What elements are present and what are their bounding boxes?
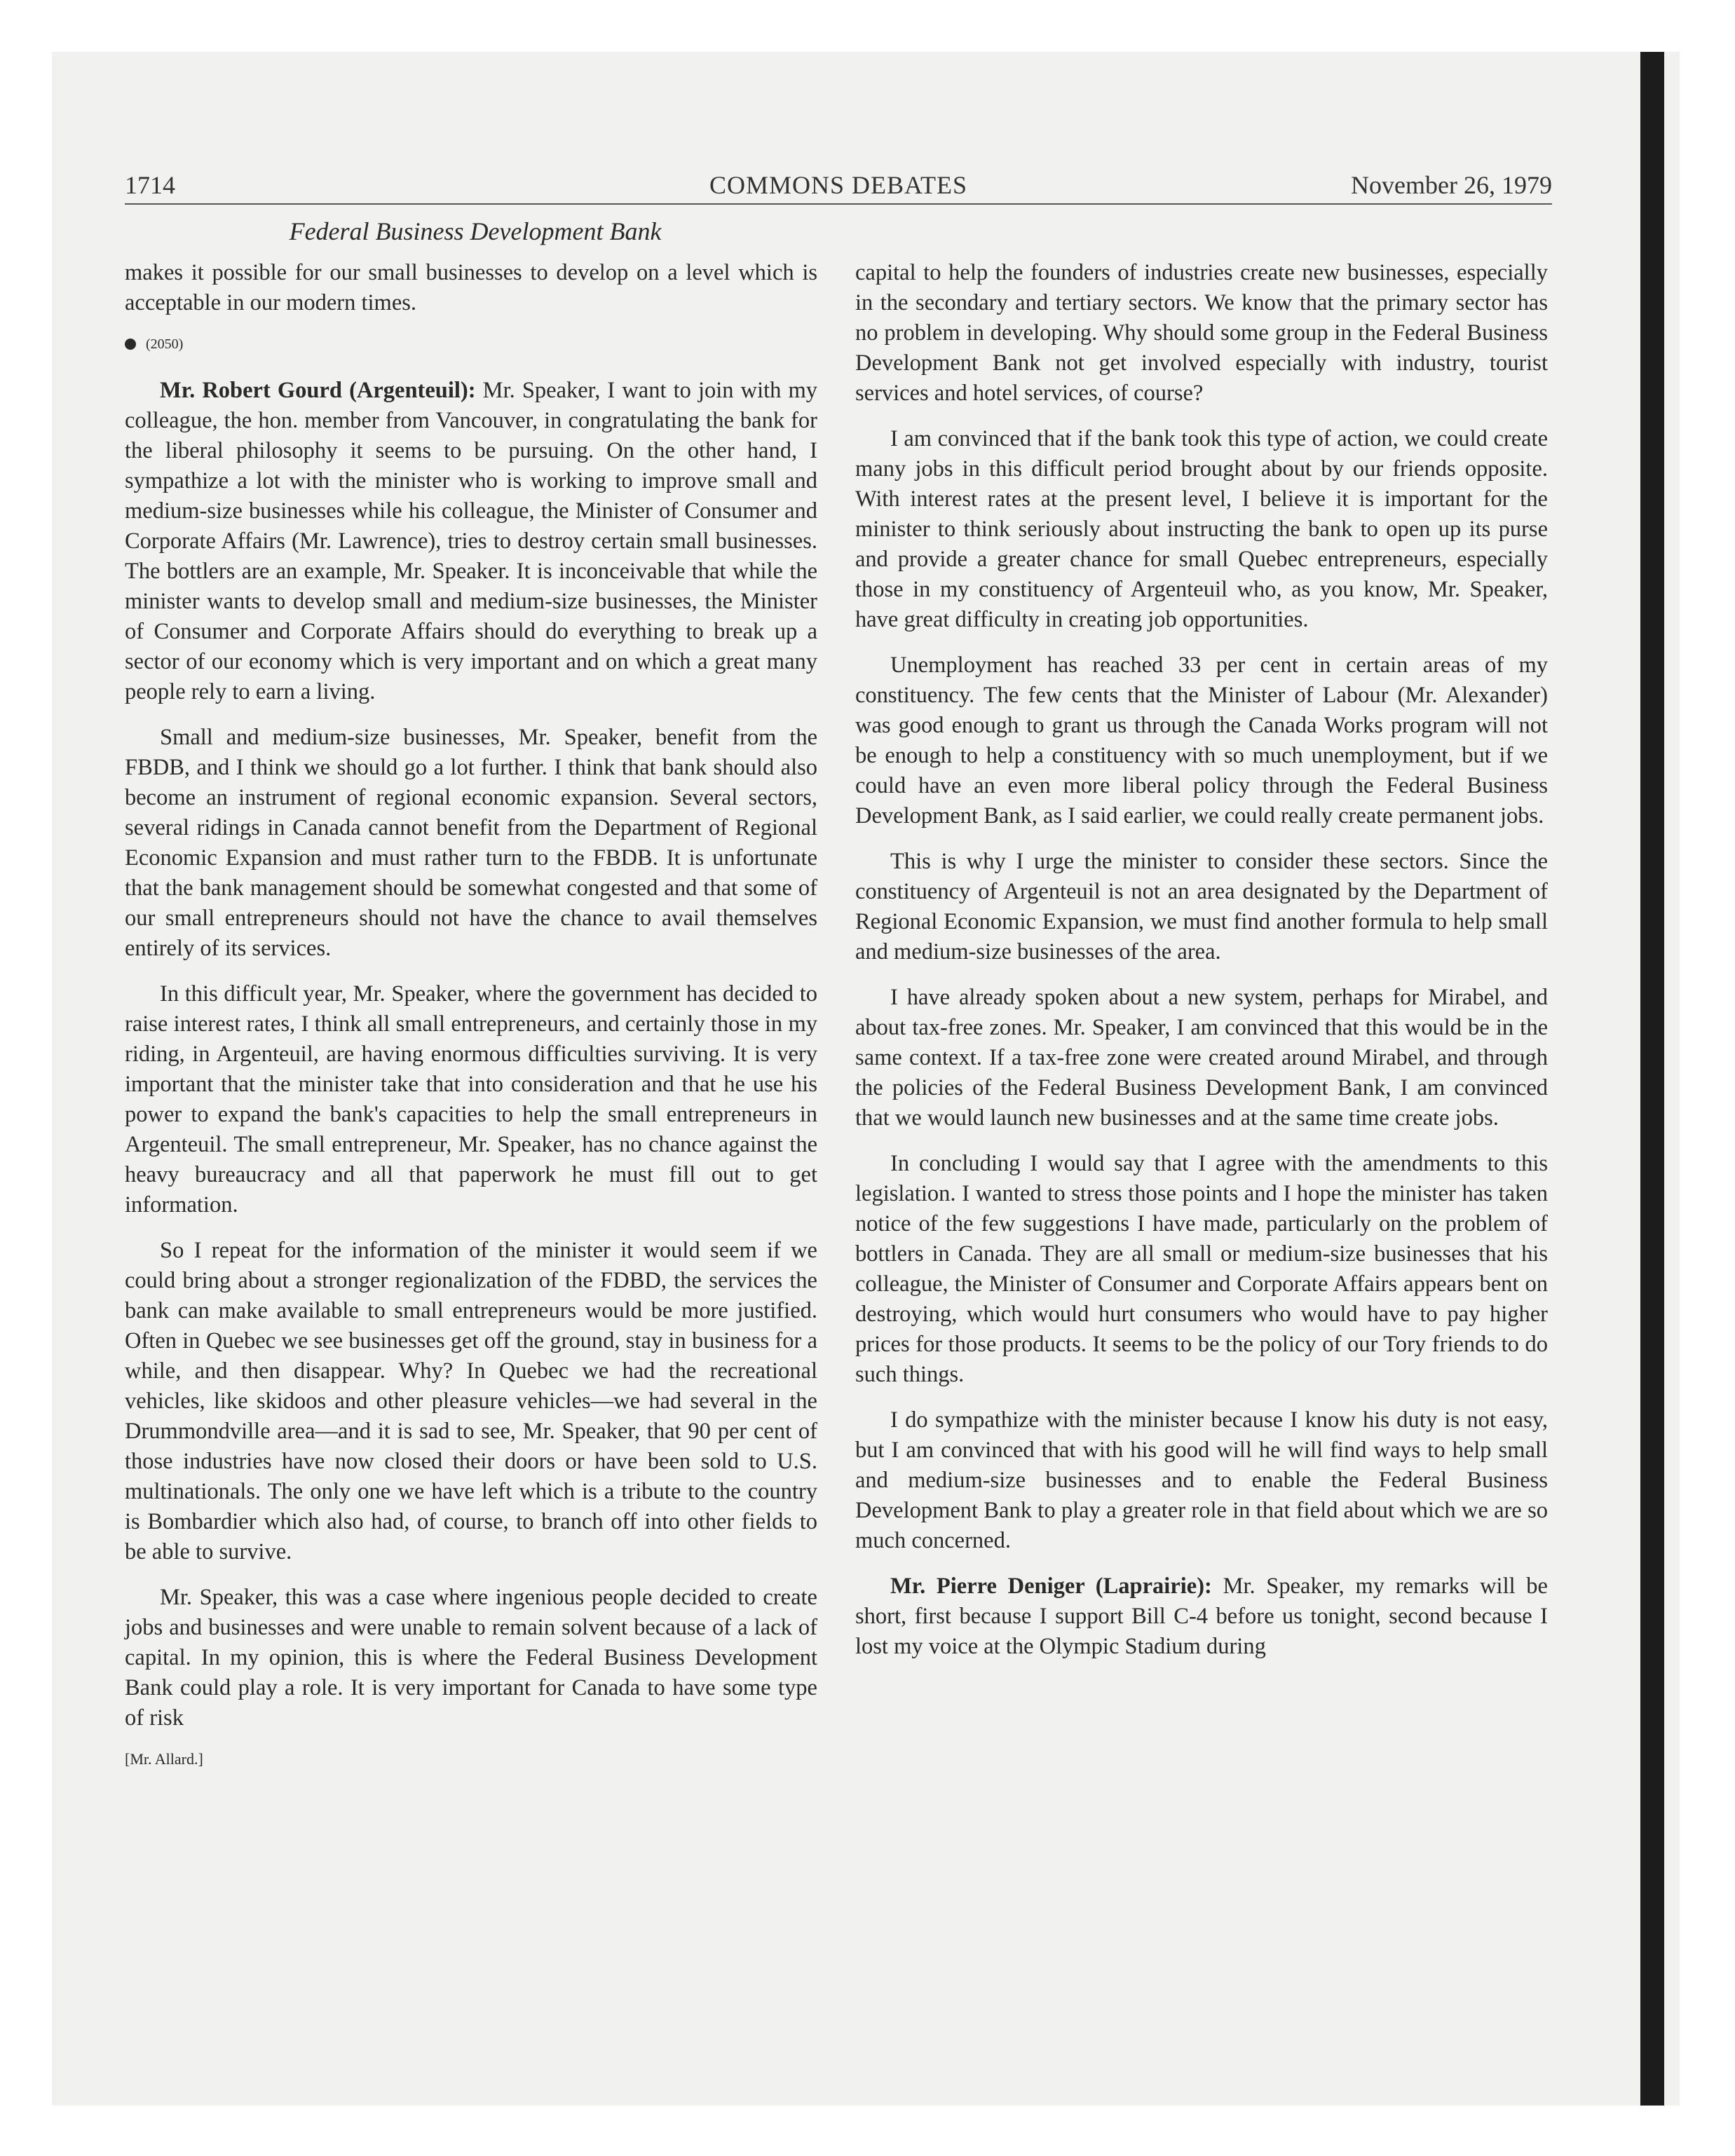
speech-paragraph bbox=[855, 1571, 1548, 1662]
paragraph: Mr. Speaker, this was a case where ingenious people decided to create jobs and businesses and were unable to remain solvent because of a lack of capital. In my opinion, this is where the Federal Business Development Bank could play a role. It is very important for Canada to have some type of risk bbox=[125, 1585, 817, 1731]
section-subtitle: Federal Business Development Bank bbox=[289, 217, 662, 245]
paragraph: This is why I urge the minister to consider these sectors. Since the constituency of Argenteuil is not an area designated by the Department of Regional Economic Expansion, we must find another formula to help small and medium-size businesses of the area. bbox=[855, 849, 1548, 964]
paragraph: I have already spoken about a new system, perhaps for Mirabel, and about tax-free zones. Mr. Speaker, I am convinced that this would be in the same context. If a tax-free zone were created around Mirabel, and through the policies of the Federal Business Development Bank, I am convinced that we would launch new businesses and at the same time create jobs. bbox=[855, 985, 1548, 1131]
speech-text: Mr. Speaker, my remarks will be short, first because I support Bill C-4 before us tonight, second because I lost my voice at the Olympic Stadium during bbox=[855, 1574, 1548, 1659]
running-header bbox=[125, 170, 1552, 205]
paragraph: So I repeat for the information of the minister it would seem if we could bring about a stronger regionalization of the FDBD, the services the bank can make available to small entrepreneurs would be more justified. Often in Quebec we see businesses get off the ground, stay in business for a while, and then disappear. Why? In Quebec we had the recreational vehicles, like skidoos and other pleasure vehicles—we had several in the Drummondville area—and it is sad to see, Mr. Speaker, that 90 per cent of those industries have now closed their doors or have been sold to U.S. multinationals. The only one we have left which is a tribute to the country is Bombardier which also had, of course, to branch off into other fields to be able to survive. bbox=[125, 1238, 817, 1564]
paragraph: Unemployment has reached 33 per cent in certain areas of my constituency. The few cents that the Minister of Labour (Mr. Alexander) was good enough to grant us through the Canada Works program will not be enough to help a constituency with so much unemployment, but if we could have an even more liberal policy through the Federal Business Development Bank, as I said earlier, we could really create permanent jobs. bbox=[855, 653, 1548, 828]
time-marker-label: (2050) bbox=[146, 336, 184, 352]
paragraph: In concluding I would say that I agree with the amendments to this legislation. I wanted to stress those points and I hope the minister has taken notice of the few suggestions I have made, particularly on the problem of bottlers in Canada. They are all small or medium-size businesses that his colleague, the Minister of Consumer and Corporate Affairs appears bent on destroying, which would hurt consumers who would have to pay higher prices for those products. It seems to be the policy of our Tory friends to do such things. bbox=[855, 1151, 1548, 1387]
paragraph: I do sympathize with the minister because I know his duty is not easy, but I am convinced that with his good will he will find ways to help small and medium-size businesses and to enable the Federal Business Development Bank to play a greater role in that field about which we are so much concerned. bbox=[855, 1407, 1548, 1553]
speaker-name: Mr. Robert Gourd (Argenteuil): bbox=[160, 378, 476, 403]
time-marker bbox=[125, 334, 817, 355]
paragraph: Small and medium-size businesses, Mr. Speaker, benefit from the FBDB, and I think we should go a lot further. I think that bank should also become an instrument of regional economic expansion. Several sectors, several ridings in Canada cannot benefit from the Department of Regional Economic Expansion and must rather turn to the FBDB. It is unfortunate that the bank management should be somewhat congested and that some of our small entrepreneurs should not have the chance to avail themselves entirely of its services. bbox=[125, 725, 817, 961]
publication-date: November 26, 1979 bbox=[1351, 171, 1552, 199]
bullet-icon bbox=[125, 339, 136, 350]
speech-paragraph bbox=[125, 376, 817, 707]
right-column bbox=[855, 258, 1548, 1677]
speech-text: Mr. Speaker, I want to join with my colleague, the hon. member from Vancouver, in congratulating the bank for the liberal philosophy it seems to be pursuing. On the other hand, I sympathize a lot with the minister who is working to improve small and medium-size businesses while his colleague, the Minister of Consumer and Corporate Affairs (Mr. Lawrence), tries to destroy certain small businesses. The bottlers are an example, Mr. Speaker. It is inconceivable that while the minister wants to develop small and medium-size businesses, the Minister of Consumer and Corporate Affairs should do everything to break up a sector of our economy which is very important and on which a great many people rely to earn a living. bbox=[125, 378, 818, 704]
speaker-name: Mr. Pierre Deniger (Laprairie): bbox=[890, 1574, 1212, 1599]
paragraph: capital to help the founders of industries create new businesses, especially in the secondary and tertiary sectors. We know that the primary sector has no problem in developing. Why should some group in the Federal Business Development Bank not get involved especially with industry, tourist services and hotel services, of course? bbox=[855, 260, 1548, 406]
footnote: [Mr. Allard.] bbox=[125, 1750, 203, 1768]
paragraph: In this difficult year, Mr. Speaker, where the government has decided to raise interest rates, I think all small entrepreneurs, and certainly those in my riding, in Argenteuil, are having enormous difficulties surviving. It is very important that the minister take that into consideration and that he use his power to expand the bank's capacities to help the small entrepreneurs in Argenteuil. The small entrepreneur, Mr. Speaker, has no chance against the heavy bureaucracy and all that paperwork he must fill out to get information. bbox=[125, 981, 817, 1217]
paragraph: makes it possible for our small businesses to develop on a level which is acceptable in our modern times. bbox=[125, 260, 817, 315]
page-number: 1714 bbox=[125, 171, 175, 199]
left-column bbox=[125, 258, 817, 1770]
publication-title: COMMONS DEBATES bbox=[709, 171, 968, 199]
paragraph: I am convinced that if the bank took this type of action, we could create many jobs in this difficult period brought about by our friends opposite. With interest rates at the present level, I believe it is important for the minister to think seriously about instructing the bank to open up its purse and provide a greater chance for small Quebec entrepreneurs, especially those in my constituency of Argenteuil who, as you know, Mr. Speaker, have great difficulty in creating job opportunities. bbox=[855, 426, 1548, 632]
scan-binding-edge bbox=[1640, 52, 1664, 2106]
